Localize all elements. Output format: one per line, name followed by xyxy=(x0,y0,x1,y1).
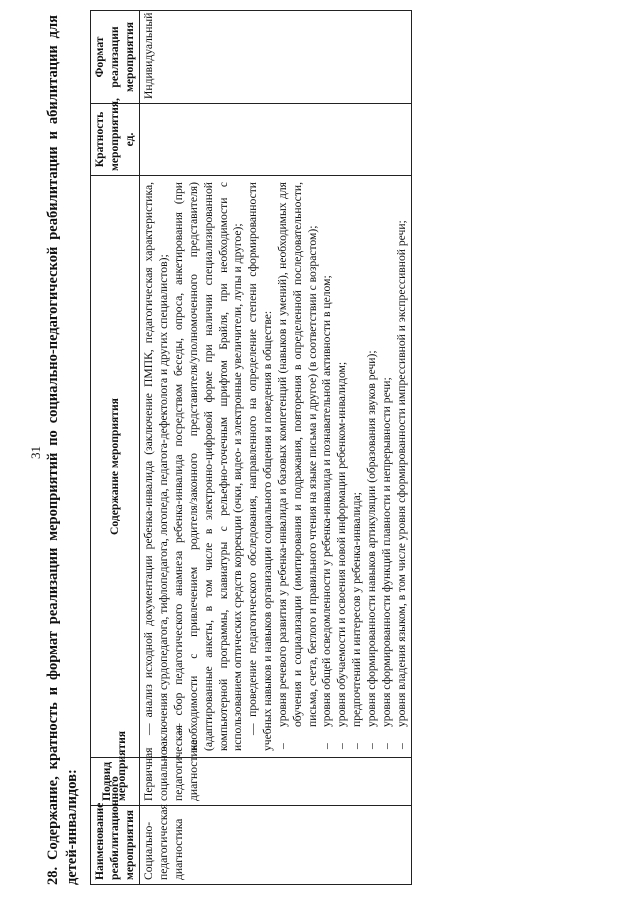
dash-marker: – xyxy=(350,743,364,749)
list-item: – уровня речевого развития у ребенка-инвалида и базовых компетенций (навыков и умений), необходимых для обучения и социализации (имитирования и подражания, повторения в определенной последовательности, письма, счета, беглого и правильного чтения на языке письма и другое) (в соответствии с возрастом); xyxy=(275,182,319,749)
cell-name: Социально-педагогическая диагностика xyxy=(140,806,412,885)
page-number: 31 xyxy=(28,446,43,459)
table-row xyxy=(140,11,412,885)
list-item: – предпочтений и интересов у ребенка-инвалида; xyxy=(350,492,364,749)
list-item: – уровня общей осведомленности у ребенка-инвалида и познавательной активности в целом; xyxy=(320,275,334,749)
table-header-row xyxy=(91,11,140,885)
content-paragraph: — анализ исходной документации ребенка-инвалида (заключение ПМПК, педагогическая характеристика, заключения сурдопедагога, тифлопедагога, логопеда, педагога-дефектолога и других специалистов); xyxy=(142,182,171,751)
header-subtype: Подвид мероприятия xyxy=(91,758,140,806)
cell-content xyxy=(140,176,412,758)
cell-format: Индивидуальный xyxy=(140,11,412,104)
header-content: Содержание мероприятия xyxy=(91,176,140,758)
dash-marker: – xyxy=(335,743,349,749)
dash-marker: – xyxy=(379,743,393,749)
list-item: – уровня сформированности функций плавности и непрерывности речи; xyxy=(379,377,393,749)
cell-frequency xyxy=(140,104,412,176)
list-item: – уровня сформированности навыков артикуляции (образования звуков речи); xyxy=(364,350,378,749)
dash-marker: – xyxy=(320,743,334,749)
content-paragraph: — проведение педагогического обследования, направленного на определение степени сформированности учебных навыков и навыков организации социального общения и поведения в обществе: xyxy=(246,182,275,751)
section-heading: 28. Содержание, кратность и формат реализации мероприятий по социально-педагогической реабилитации и абилитации для детей-инвалидов: xyxy=(45,15,80,885)
list-item: – уровня владения языком, в том числе уровня сформированности импрессивной и экспрессивной речи; xyxy=(394,220,408,749)
header-frequency: Кратность мероприятия, ед. xyxy=(91,104,140,176)
content-paragraph: — сбор педагогического анамнеза ребенка-инвалида посредством беседы, опроса, анкетирования (при необходимости с привлечением родителя/законного представителя/уполномоченного представителя) (адаптированные анкеты, в том числе в электронно-цифровой форме при наличии специализированной компьютерной программы, клавиатуры с рельефно-точечным шрифтом Брайля, при необходимости с использованием оптических средств коррекции (очки, видео- и электронные увеличители, лупы и другое); xyxy=(172,182,245,751)
cell-subtype: Первичная социально-педагогическая диагностика xyxy=(140,758,412,806)
header-name: Наименование реабилитационного мероприятия xyxy=(91,806,140,885)
assessment-list xyxy=(276,182,409,751)
header-format: Формат реализации мероприятия xyxy=(91,11,140,104)
measures-table xyxy=(90,10,412,885)
dash-marker: – xyxy=(275,743,289,749)
list-item: – уровня обучаемости и освоения новой информации ребенком-инвалидом; xyxy=(335,361,349,749)
dash-marker: – xyxy=(394,743,408,749)
dash-marker: – xyxy=(364,743,378,749)
